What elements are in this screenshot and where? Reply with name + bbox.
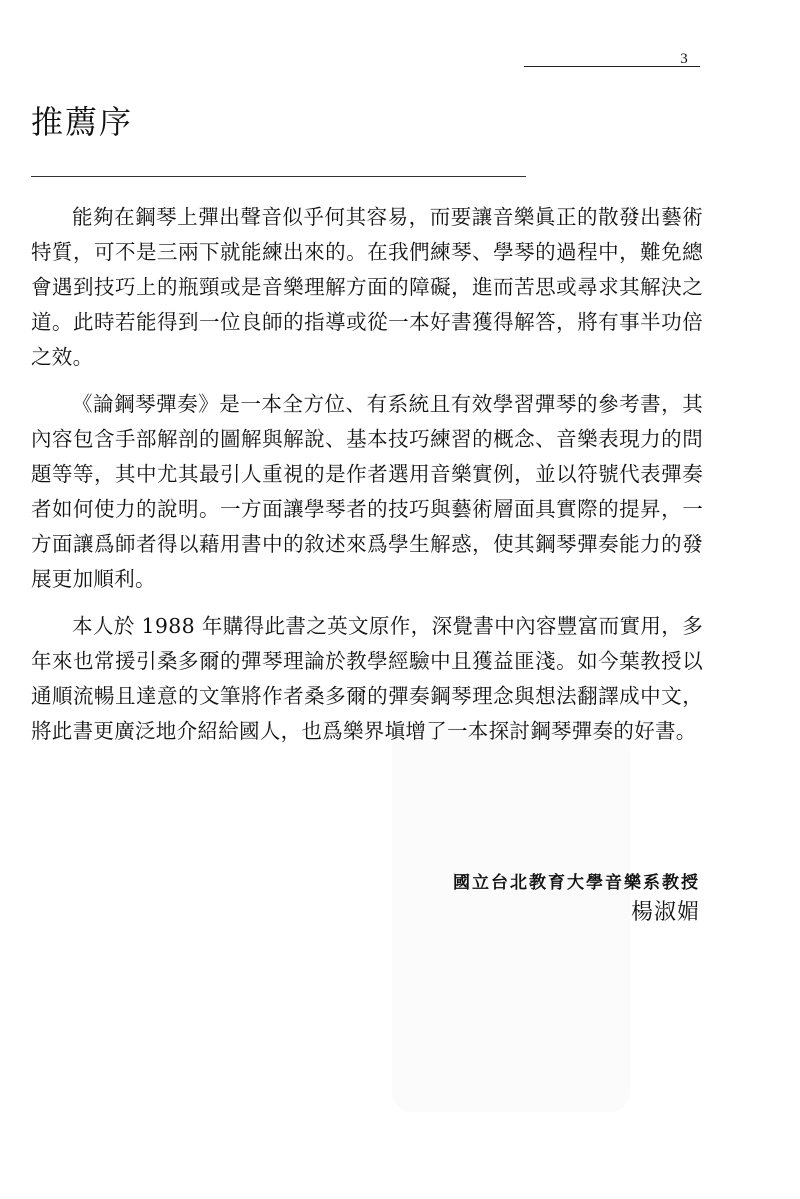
header-rule xyxy=(524,66,700,67)
page-title: 推薦序 xyxy=(31,103,134,141)
body-text xyxy=(31,200,703,761)
signature-name: 楊淑媚 xyxy=(630,900,700,925)
signature-affiliation: 國立台北教育大學音樂系教授 xyxy=(453,873,700,893)
signature-block xyxy=(453,870,700,930)
title-rule xyxy=(31,176,526,177)
paragraph: 本人於 1988 年購得此書之英文原作，深覺書中內容豐富而實用，多年來也常援引桑多爾的彈琴理論於教學經驗中且獲益匪淺。如今葉教授以通順流暢且達意的文筆將作者桑多爾的彈奏鋼琴理念與想法翻譯成中文，將此書更廣泛地介紹給國人，也爲樂界塡增了一本探討鋼琴彈奏的好書。 xyxy=(31,614,703,743)
page-number: 3 xyxy=(680,51,688,67)
paragraph: 《論鋼琴彈奏》是一本全方位、有系統且有效學習彈琴的參考書，其內容包含手部解剖的圖解與解說、基本技巧練習的概念、音樂表現力的問題等等，其中尤其最引人重視的是作者選用音樂實例，並以符號代表彈奏者如何使力的說明。一方面讓學琴者的技巧與藝術層面具實際的提昇，一方面讓爲師者得以藉用書中的敘述來爲學生解惑，使其鋼琴彈奏能力的發展更加順利。 xyxy=(31,392,703,591)
paragraph: 能夠在鋼琴上彈出聲音似乎何其容易，而要讓音樂眞正的散發出藝術特質，可不是三兩下就能練出來的。在我們練琴、學琴的過程中，難免總會遇到技巧上的瓶頸或是音樂理解方面的障礙，進而苦思或尋求其解決之道。此時若能得到一位良師的指導或從一本好書獲得解答，將有事半功倍之效。 xyxy=(31,205,703,369)
